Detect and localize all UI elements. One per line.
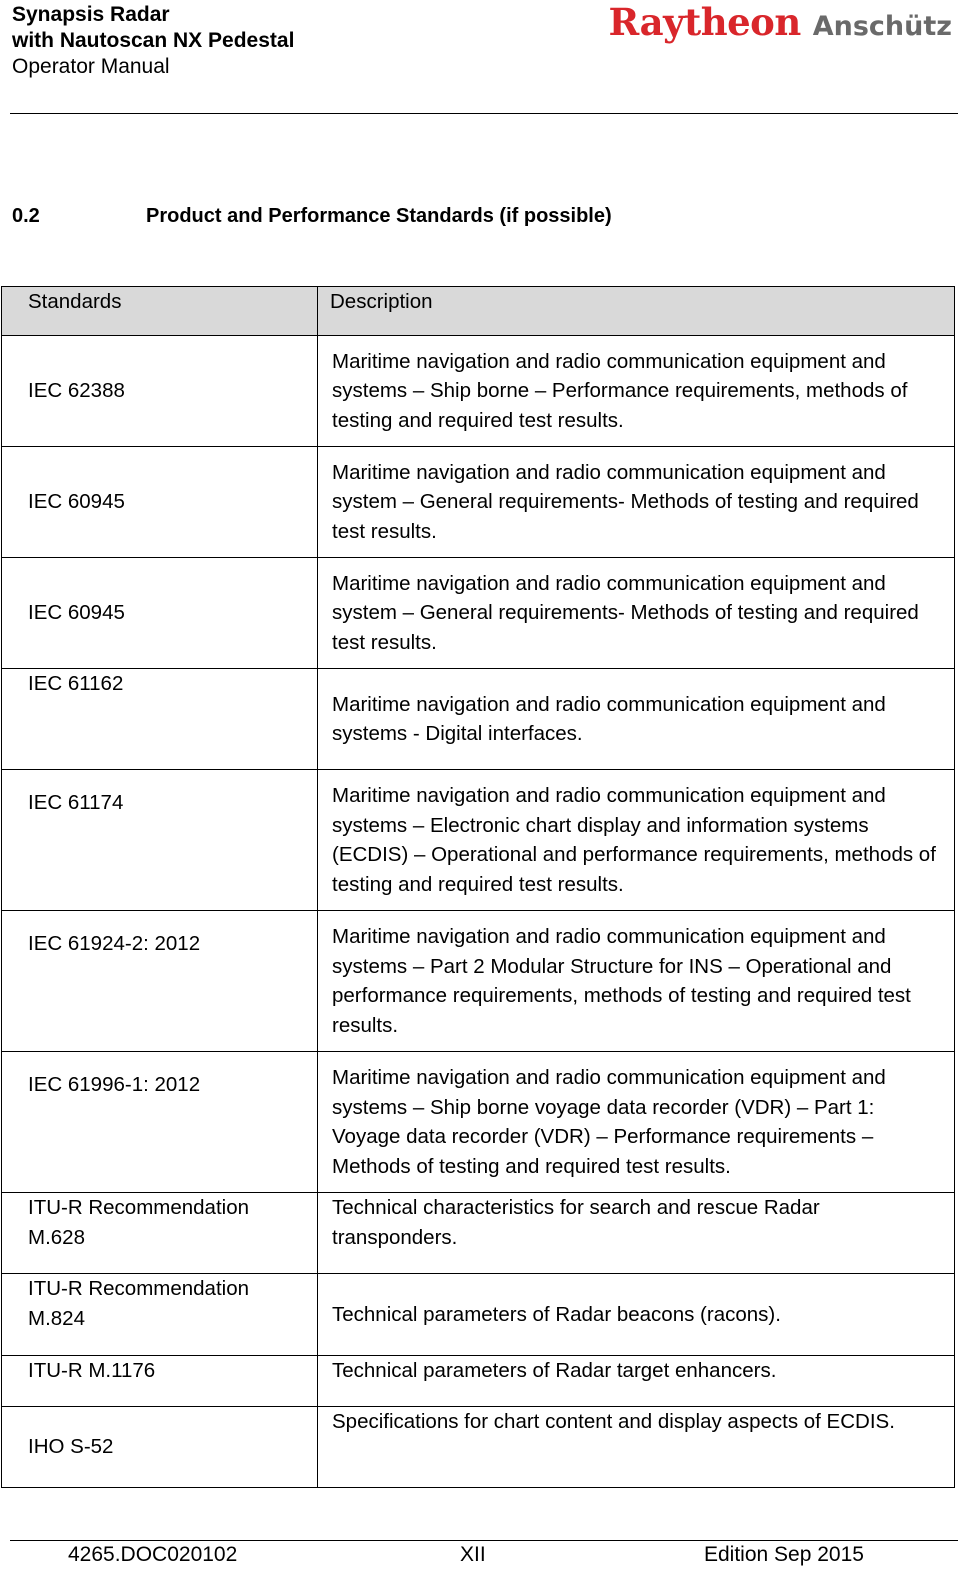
table-row xyxy=(2,447,955,558)
description-cell: Maritime navigation and radio communication equipment and system – General requirements- Methods of testing and required test results. xyxy=(318,447,955,558)
description-cell: Maritime navigation and radio communication equipment and systems - Digital interfaces. xyxy=(318,669,955,770)
logo-brand-text: Raytheon xyxy=(608,0,801,44)
standard-cell: IEC 61162 xyxy=(2,669,318,770)
description-cell: Maritime navigation and radio communication equipment and systems – Ship borne – Performance requirements, methods of testing and required test results. xyxy=(318,336,955,447)
column-header-description: Description xyxy=(318,287,955,336)
section-heading xyxy=(12,203,612,229)
description-cell: Technical parameters of Radar beacons (racons). xyxy=(318,1274,955,1356)
standard-cell: IEC 62388 xyxy=(2,336,318,447)
footer-edition: Edition Sep 2015 xyxy=(704,1543,864,1566)
table-row xyxy=(2,1274,955,1356)
table-row xyxy=(2,1052,955,1193)
document-title-line1: Synapsis Radar xyxy=(12,3,170,26)
table-row xyxy=(2,558,955,669)
table-row xyxy=(2,770,955,911)
table-row xyxy=(2,336,955,447)
header-divider xyxy=(10,113,958,114)
table-row xyxy=(2,1193,955,1274)
description-cell: Technical parameters of Radar target enhancers. xyxy=(318,1356,955,1407)
footer-doc-number: 4265.DOC020102 xyxy=(68,1543,238,1566)
document-subtitle: Operator Manual xyxy=(12,55,170,78)
standard-cell: IEC 60945 xyxy=(2,447,318,558)
standard-cell: IEC 60945 xyxy=(2,558,318,669)
description-cell: Maritime navigation and radio communication equipment and systems – Part 2 Modular Structure for INS – Operational and performance requirements, methods of testing and required test results. xyxy=(318,911,955,1052)
description-cell: Maritime navigation and radio communication equipment and systems – Electronic chart display and information systems (ECDIS) – Operational and performance requirements, methods of testing and required test results. xyxy=(318,770,955,911)
table-row xyxy=(2,911,955,1052)
standard-cell: ITU-R Recommendation M.628 xyxy=(2,1193,318,1274)
table-row xyxy=(2,669,955,770)
section-number: 0.2 xyxy=(12,205,40,227)
column-header-standards: Standards xyxy=(2,287,318,336)
document-title-line2: with Nautoscan NX Pedestal xyxy=(12,29,295,52)
footer-page-number: XII xyxy=(460,1543,486,1566)
page-header xyxy=(12,2,956,112)
description-cell: Specifications for chart content and display aspects of ECDIS. xyxy=(318,1407,955,1488)
logo-sub-text: Anschütz xyxy=(812,11,952,42)
standard-cell: IEC 61996-1: 2012 xyxy=(2,1052,318,1193)
description-cell: Maritime navigation and radio communication equipment and system – General requirements- Methods of testing and required test results. xyxy=(318,558,955,669)
company-logo xyxy=(609,2,952,47)
standard-cell: IEC 61174 xyxy=(2,770,318,911)
description-cell: Technical characteristics for search and rescue Radar transponders. xyxy=(318,1193,955,1274)
footer-divider xyxy=(10,1540,958,1541)
standard-cell: ITU-R M.1176 xyxy=(2,1356,318,1407)
standards-table xyxy=(1,286,955,1488)
section-title: Product and Performance Standards (if possible) xyxy=(146,205,612,227)
table-row xyxy=(2,1356,955,1407)
table-header-row xyxy=(2,287,955,336)
standard-cell: IHO S-52 xyxy=(2,1407,318,1488)
description-cell: Maritime navigation and radio communication equipment and systems – Ship borne voyage data recorder (VDR) – Part 1: Voyage data recorder (VDR) – Performance requirements – Methods of testing and required test results. xyxy=(318,1052,955,1193)
standard-cell: IEC 61924-2: 2012 xyxy=(2,911,318,1052)
standard-cell: ITU-R Recommendation M.824 xyxy=(2,1274,318,1356)
table-row xyxy=(2,1407,955,1488)
